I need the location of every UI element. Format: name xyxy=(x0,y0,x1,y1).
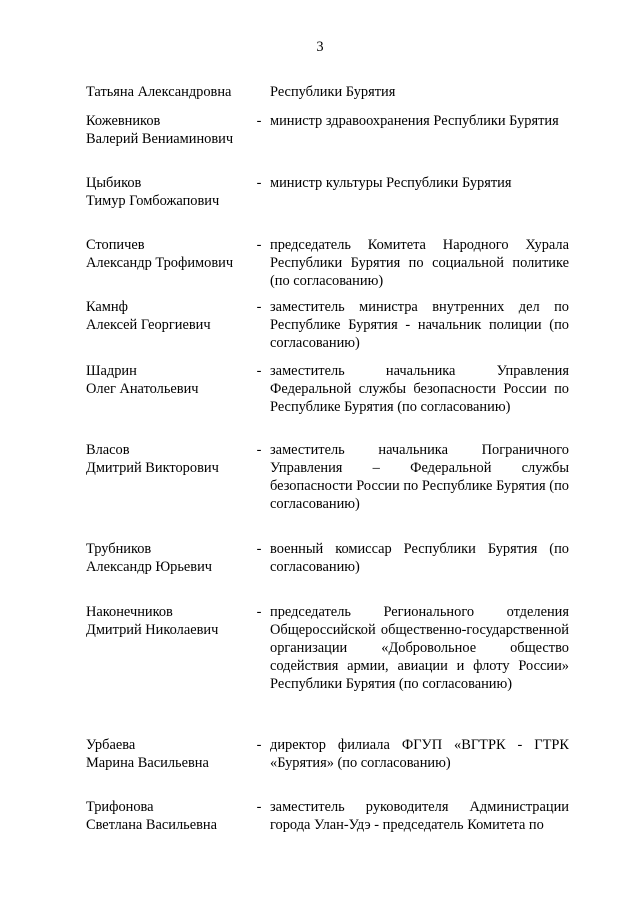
member-name xyxy=(86,298,251,334)
member-position: заместитель министра внутренних дел по Республике Бурятия - начальник полиции (по согласованию) xyxy=(270,299,569,351)
dash-separator: - xyxy=(256,799,262,815)
member-surname: Трифонова xyxy=(86,799,154,815)
member-name xyxy=(86,441,251,477)
member-surname: Стопичев xyxy=(86,237,145,253)
member-name xyxy=(86,798,251,834)
dash-separator: - xyxy=(256,541,262,557)
member-given-name: Марина Васильевна xyxy=(86,755,209,771)
dash-separator: - xyxy=(256,442,262,458)
dash-separator: - xyxy=(256,113,262,129)
member-given-name: Татьяна Александровна xyxy=(86,84,232,100)
member-surname: Шадрин xyxy=(86,363,137,379)
dash-separator: - xyxy=(256,175,262,191)
member-given-name: Тимур Гомбожапович xyxy=(86,193,220,209)
dash-separator: - xyxy=(256,363,262,379)
page-number: 3 xyxy=(316,39,324,55)
member-given-name: Светлана Васильевна xyxy=(86,817,217,833)
member-name xyxy=(86,174,251,210)
member-name xyxy=(86,736,251,772)
member-name xyxy=(86,362,251,398)
member-given-name: Александр Юрьевич xyxy=(86,559,213,575)
member-position: директор филиала ФГУП «ВГТРК - ГТРК «Бурятия» (по согласованию) xyxy=(270,737,569,771)
member-position: военный комиссар Республики Бурятия (по согласованию) xyxy=(270,541,569,575)
member-surname: Кожевников xyxy=(86,113,161,129)
member-position: председатель Регионального отделения Общероссийской общественно-государственной организации «Добровольное общество содействия армии, авиации и флоту России» Республики Бурятия (по согласованию) xyxy=(270,604,569,692)
member-position: министр здравоохранения Республики Бурятия xyxy=(270,113,559,129)
member-name xyxy=(86,83,251,101)
member-given-name: Александр Трофимович xyxy=(86,255,234,271)
dash-separator: - xyxy=(256,604,262,620)
dash-separator: - xyxy=(256,737,262,753)
member-name xyxy=(86,236,251,272)
member-position: заместитель начальника Пограничного Управления – Федеральной службы безопасности России по Республике Бурятия (по согласованию) xyxy=(270,442,569,512)
member-position: заместитель начальника Управления Федеральной службы безопасности России по Республике Бурятия (по согласованию) xyxy=(270,363,569,415)
dash-separator: - xyxy=(256,299,262,315)
member-given-name: Олег Анатольевич xyxy=(86,381,199,397)
member-surname: Наконечников xyxy=(86,604,173,620)
member-given-name: Дмитрий Николаевич xyxy=(86,622,219,638)
member-surname: Камнф xyxy=(86,299,128,315)
member-surname: Цыбиков xyxy=(86,175,142,191)
member-position: председатель Комитета Народного Хурала Республики Бурятия по социальной политике (по согласованию) xyxy=(270,237,569,289)
member-position: министр культуры Республики Бурятия xyxy=(270,175,512,191)
member-position: заместитель руководителя Администрации города Улан-Удэ - председатель Комитета по xyxy=(270,799,569,833)
member-name xyxy=(86,540,251,576)
dash-separator: - xyxy=(256,237,262,253)
member-given-name: Валерий Вениаминович xyxy=(86,131,234,147)
member-name xyxy=(86,112,251,148)
member-surname: Трубников xyxy=(86,541,152,557)
member-given-name: Дмитрий Викторович xyxy=(86,460,219,476)
member-name xyxy=(86,603,251,639)
member-surname: Власов xyxy=(86,442,130,458)
member-position: Республики Бурятия xyxy=(270,84,396,100)
member-surname: Урбаева xyxy=(86,737,136,753)
member-given-name: Алексей Георгиевич xyxy=(86,317,211,333)
